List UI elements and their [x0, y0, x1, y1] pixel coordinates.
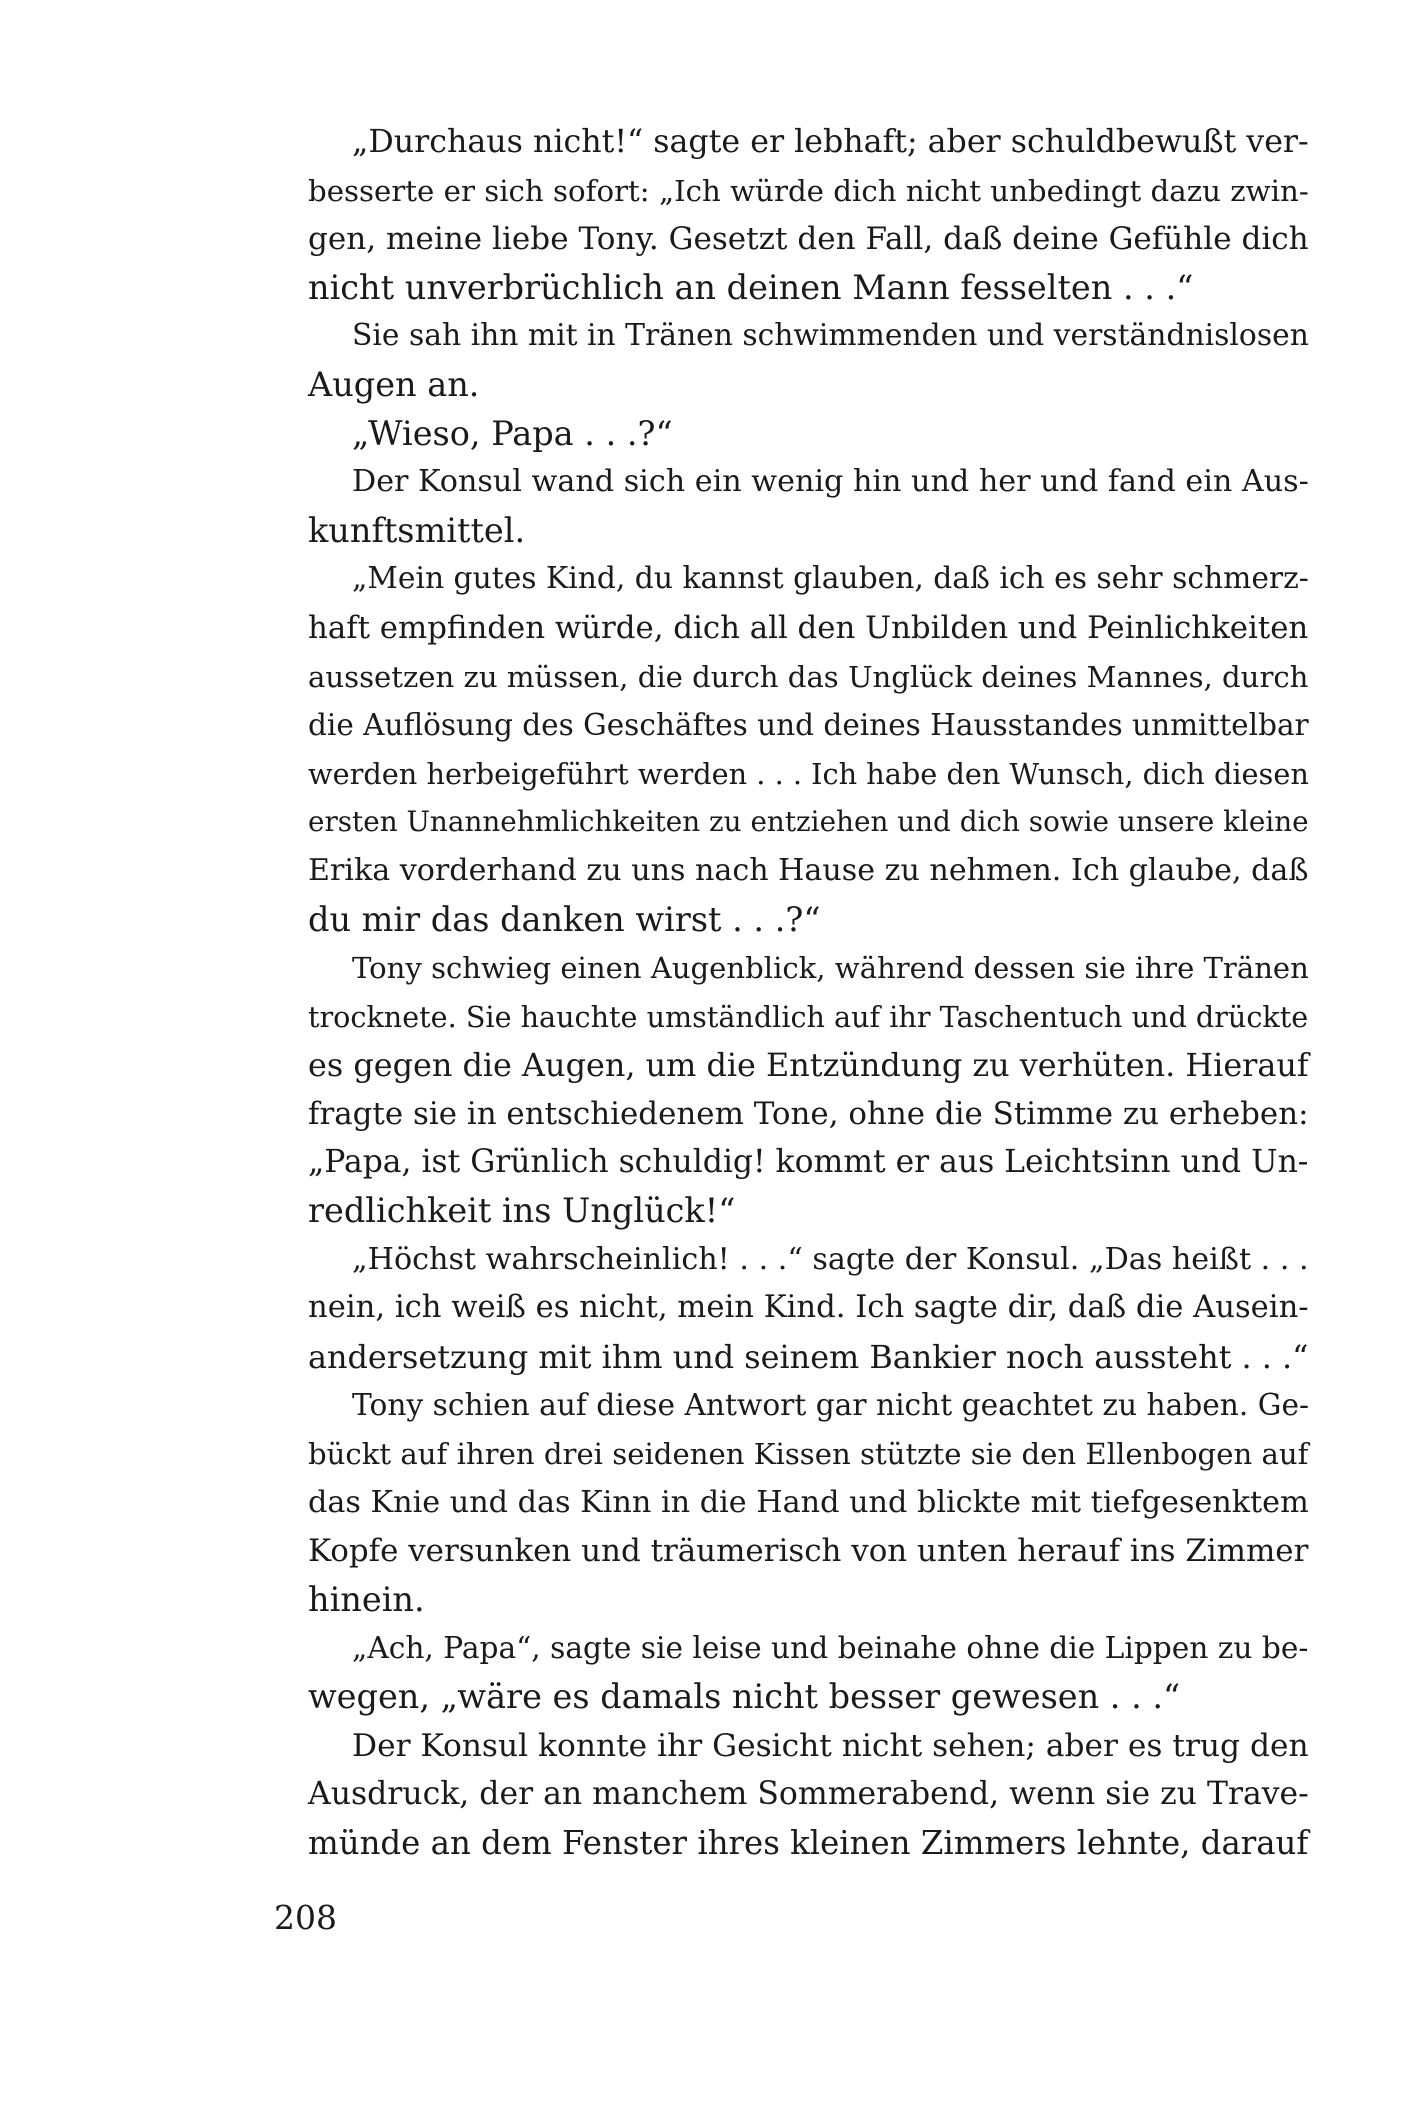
text-line: nein, ich weiß es nicht, mein Kind. Ich sagte dir, daß die Ausein-	[308, 1290, 1309, 1326]
paragraph	[264, 1722, 1309, 1868]
paragraph	[264, 410, 1270, 459]
paragraph	[264, 555, 1309, 944]
paragraph	[264, 944, 1309, 1236]
text-line: „Durchaus nicht!“ sagte er lebhaft; aber schuldbewußt ver-	[352, 124, 1309, 160]
text-line: haft empfinden würde, dich all den Unbilden und Peinlichkeiten	[308, 609, 1309, 646]
text-line: Kopfe versunken und träumerisch von unten herauf ins Zimmer	[308, 1533, 1309, 1570]
text-line: Tony schwieg einen Augenblick, während dessen sie ihre Tränen	[352, 951, 1309, 986]
text-line: wegen, „wäre es damals nicht besser gewesen . . .“	[308, 1677, 1181, 1716]
text-line: „Höchst wahrscheinlich! . . .“ sagte der Konsul. „Das heißt . . .	[352, 1241, 1309, 1277]
text-line: „Mein gutes Kind, du kannst glauben, daß ich es sehr schmerz-	[352, 561, 1309, 597]
text-line: „Ach, Papa“, sagte sie leise und beinahe ohne die Lippen zu be-	[352, 1630, 1309, 1666]
text-line: es gegen die Augen, um die Entzündung zu verhüten. Hierauf	[308, 1046, 1309, 1085]
text-line: das Knie und das Kinn in die Hand und blickte mit tiefgesenktem	[308, 1484, 1309, 1520]
text-line: Tony schien auf diese Antwort gar nicht geachtet zu haben. Ge-	[352, 1387, 1310, 1423]
text-line: Erika vorderhand zu uns nach Hause zu nehmen. Ich glaube, daß	[308, 852, 1309, 888]
text-line: werden herbeigeführt werden . . . Ich habe den Wunsch, dich diesen	[308, 756, 1309, 791]
text-line: fragte sie in entschiedenem Tone, ohne die Stimme zu erheben:	[308, 1095, 1309, 1132]
paragraph	[264, 1381, 1310, 1624]
text-line: kunftsmittel.	[308, 510, 526, 550]
paragraph	[264, 458, 1309, 555]
text-line: hinein.	[308, 1579, 425, 1619]
text-line: bückt auf ihren drei seidenen Kissen stützte sie den Ellenbogen auf	[308, 1437, 1309, 1472]
text-line: andersetzung mit ihm und seinem Bankier noch aussteht . . .“	[308, 1337, 1309, 1376]
text-line: ersten Unannehmlichkeiten zu entziehen und dich sowie unsere kleine	[308, 805, 1309, 839]
text-line: die Auflösung des Geschäftes und deines Hausstandes unmittelbar	[308, 708, 1309, 743]
text-line: trocknete. Sie hauchte umständlich auf ihr Taschentuch und drückte	[308, 999, 1309, 1034]
body-text	[264, 118, 1310, 1867]
text-line: besserte er sich sofort: „Ich würde dich nicht unbedingt dazu zwin-	[308, 173, 1309, 208]
text-line: aussetzen zu müssen, die durch das Unglück deines Mannes, durch	[308, 659, 1309, 694]
text-line: „Wieso, Papa . . .?“	[352, 413, 673, 453]
text-line: Der Konsul konnte ihr Gesicht nicht sehen; aber es trug den	[352, 1727, 1309, 1764]
text-line: gen, meine liebe Tony. Gesetzt den Fall, daß deine Gefühle dich	[308, 221, 1309, 258]
text-line: „Papa, ist Grünlich schuldig! kommt er aus Leichtsinn und Un-	[308, 1144, 1309, 1181]
text-line: du mir das danken wirst . . .?“	[308, 899, 821, 939]
text-line: redlichkeit ins Unglück!“	[308, 1191, 736, 1231]
text-line: Der Konsul wand sich ein wenig hin und her und fand ein Aus-	[352, 464, 1309, 500]
page-number: 208	[274, 1898, 337, 1937]
paragraph	[264, 118, 1309, 312]
text-line: Ausdruck, der an manchem Sommerabend, wenn sie zu Trave-	[308, 1776, 1309, 1813]
paragraph	[264, 312, 1309, 409]
text-line: nicht unverbrüchlich an deinen Mann fesselten . . .“	[308, 267, 1194, 307]
text-line: Sie sah ihn mit in Tränen schwimmenden und verständnislosen	[352, 318, 1309, 354]
text-line: Augen an.	[308, 364, 480, 404]
paragraph	[264, 1624, 1309, 1721]
paragraph	[264, 1236, 1309, 1382]
text-line: münde an dem Fenster ihres kleinen Zimmers lehnte, darauf	[308, 1823, 1309, 1862]
